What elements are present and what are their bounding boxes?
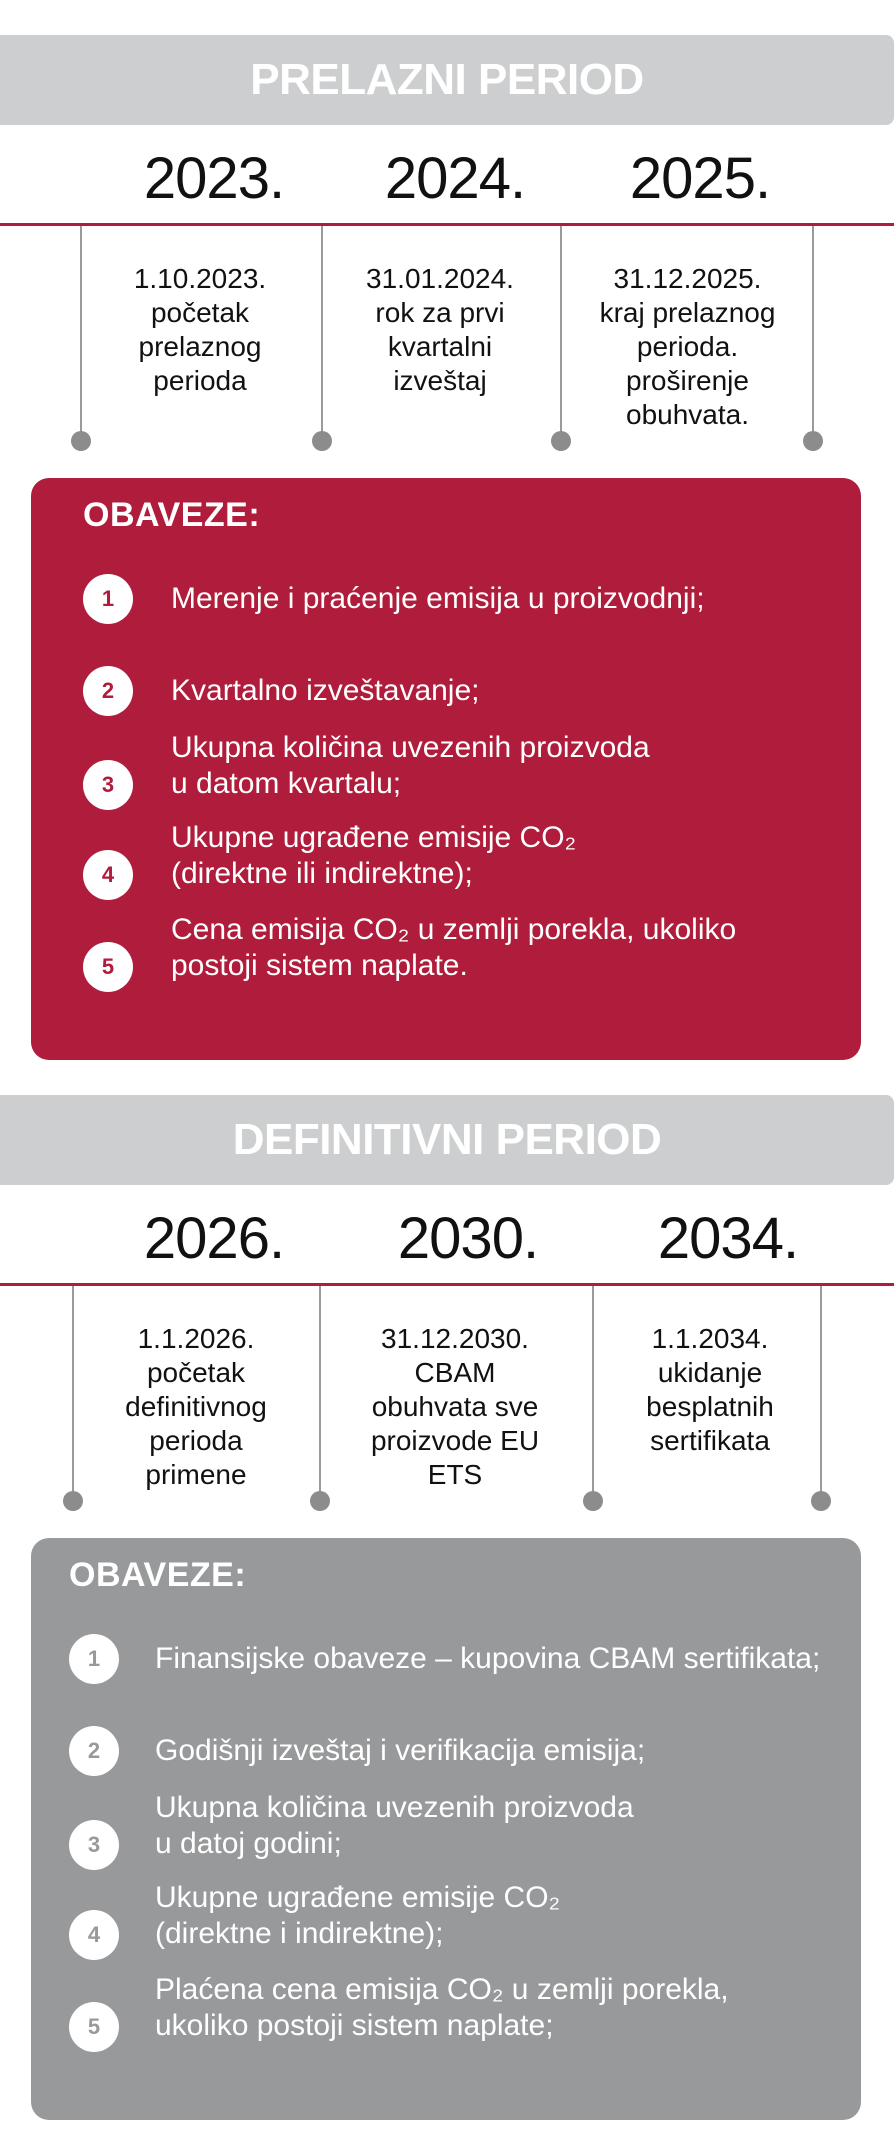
obligation-text <box>155 1641 820 1677</box>
timeline-dot <box>583 1491 603 1511</box>
event-line: obuhvata sve <box>371 1391 539 1422</box>
event-line: 1.10.2023. <box>133 263 267 294</box>
transitional-obligations-panel <box>31 478 861 1060</box>
event-line: ukidanje <box>657 1357 763 1388</box>
event-line: CBAM <box>414 1357 496 1388</box>
obligation-number: 5 <box>69 2002 119 2052</box>
obligation-number: 3 <box>83 760 133 810</box>
timeline-dot <box>803 431 823 451</box>
obligation-text <box>155 1880 560 1952</box>
obligations-title: OBAVEZE: <box>69 1556 247 1594</box>
obligations-title: OBAVEZE: <box>83 496 261 534</box>
event-line: 31.12.2025. <box>613 263 762 294</box>
obligation-line: postoji sistem naplate. <box>171 949 468 982</box>
obligation-line: Plaćena cena emisija CO₂ u zemlji porekla, <box>155 1973 729 2006</box>
timeline-dot <box>551 431 571 451</box>
timeline-tick <box>321 226 323 440</box>
timeline-event <box>96 1322 296 1492</box>
event-line: proširenje <box>626 365 749 396</box>
definitive-header: DEFINITIVNI PERIOD <box>0 1095 894 1185</box>
timeline-dot <box>71 431 91 451</box>
event-line: proizvode EU <box>370 1425 540 1456</box>
definitive-obligations-panel <box>31 1538 861 2120</box>
obligation-text <box>171 673 480 709</box>
event-line: rok za prvi <box>375 297 505 328</box>
timeline-tick <box>812 226 814 440</box>
event-line: 1.1.2034. <box>651 1323 769 1354</box>
timeline-event <box>100 262 300 398</box>
event-line: obuhvata. <box>626 399 749 430</box>
timeline-dot <box>811 1491 831 1511</box>
timeline-tick <box>560 226 562 440</box>
timeline-dot <box>63 1491 83 1511</box>
obligation-line: (direktne i indirektne); <box>155 1917 444 1950</box>
event-line: ETS <box>427 1459 483 1490</box>
event-line: perioda <box>153 365 247 396</box>
obligation-text <box>171 730 650 802</box>
event-line: početak <box>150 297 250 328</box>
obligation-line: u datom kvartalu; <box>171 767 402 800</box>
timeline-tick <box>80 226 82 440</box>
timeline-event <box>340 262 540 398</box>
timeline-tick <box>72 1286 74 1500</box>
obligation-line: Cena emisija CO₂ u zemlji porekla, ukoliko <box>171 913 737 946</box>
obligation-number: 4 <box>69 1910 119 1960</box>
year-label: 2025. <box>629 146 771 211</box>
timeline-event <box>610 1322 810 1458</box>
obligation-line: Ukupne ugrađene emisije CO₂ <box>171 821 577 854</box>
timeline-dot <box>310 1491 330 1511</box>
obligation-line: (direktne ili indirektne); <box>171 857 473 890</box>
obligation-text <box>155 1733 645 1769</box>
event-line: primene <box>145 1459 247 1490</box>
obligation-line: u datoj godini; <box>155 1827 342 1860</box>
timeline-event <box>355 1322 555 1492</box>
obligation-line: Godišnji izveštaj i verifikacija emisija; <box>155 1734 646 1767</box>
obligation-text <box>171 912 736 984</box>
timeline-axis <box>0 223 894 226</box>
year-label: 2034. <box>657 1206 799 1271</box>
obligation-number: 3 <box>69 1820 119 1870</box>
event-line: 31.01.2024. <box>366 263 514 294</box>
year-label: 2026. <box>143 1206 285 1271</box>
obligation-number: 2 <box>69 1726 119 1776</box>
year-label: 2030. <box>397 1206 539 1271</box>
event-line: perioda <box>149 1425 243 1456</box>
year-label: 2023. <box>143 146 285 211</box>
event-line: početak <box>146 1357 246 1388</box>
event-line: izveštaj <box>393 365 487 396</box>
year-label: 2024. <box>384 146 526 211</box>
obligation-number: 2 <box>83 666 133 716</box>
obligation-text <box>171 820 576 892</box>
obligation-number: 1 <box>69 1634 119 1684</box>
timeline-tick <box>319 1286 321 1500</box>
obligation-text <box>171 581 705 617</box>
obligation-line: ukoliko postoji sistem naplate; <box>155 2009 554 2042</box>
obligation-text <box>155 1790 634 1862</box>
event-line: 31.12.2030. <box>381 1323 529 1354</box>
transitional-header: PRELAZNI PERIOD <box>0 35 894 125</box>
timeline-dot <box>312 431 332 451</box>
obligation-number: 1 <box>83 574 133 624</box>
obligation-number: 5 <box>83 942 133 992</box>
obligation-text <box>155 1972 729 2044</box>
event-line: perioda. <box>636 331 739 362</box>
timeline-event <box>585 262 790 432</box>
event-line: kraj prelaznog <box>599 297 776 328</box>
event-line: kvartalni <box>387 331 493 362</box>
obligation-line: Ukupne ugrađene emisije CO₂ <box>155 1881 561 1914</box>
timeline-tick <box>820 1286 822 1500</box>
obligation-line: Finansijske obaveze – kupovina CBAM sertifikata; <box>155 1642 821 1675</box>
obligation-line: Ukupna količina uvezenih proizvoda <box>171 731 650 764</box>
obligation-line: Ukupna količina uvezenih proizvoda <box>155 1791 634 1824</box>
obligation-number: 4 <box>83 850 133 900</box>
event-line: definitivnog <box>125 1391 267 1422</box>
event-line: besplatnih <box>646 1391 774 1422</box>
event-line: prelaznog <box>138 331 262 362</box>
obligation-line: Merenje i praćenje emisija u proizvodnji; <box>171 582 705 615</box>
event-line: sertifikata <box>650 1425 770 1456</box>
timeline-tick <box>592 1286 594 1500</box>
event-line: 1.1.2026. <box>137 1323 255 1354</box>
obligation-line: Kvartalno izveštavanje; <box>171 674 480 707</box>
timeline-axis <box>0 1283 894 1286</box>
